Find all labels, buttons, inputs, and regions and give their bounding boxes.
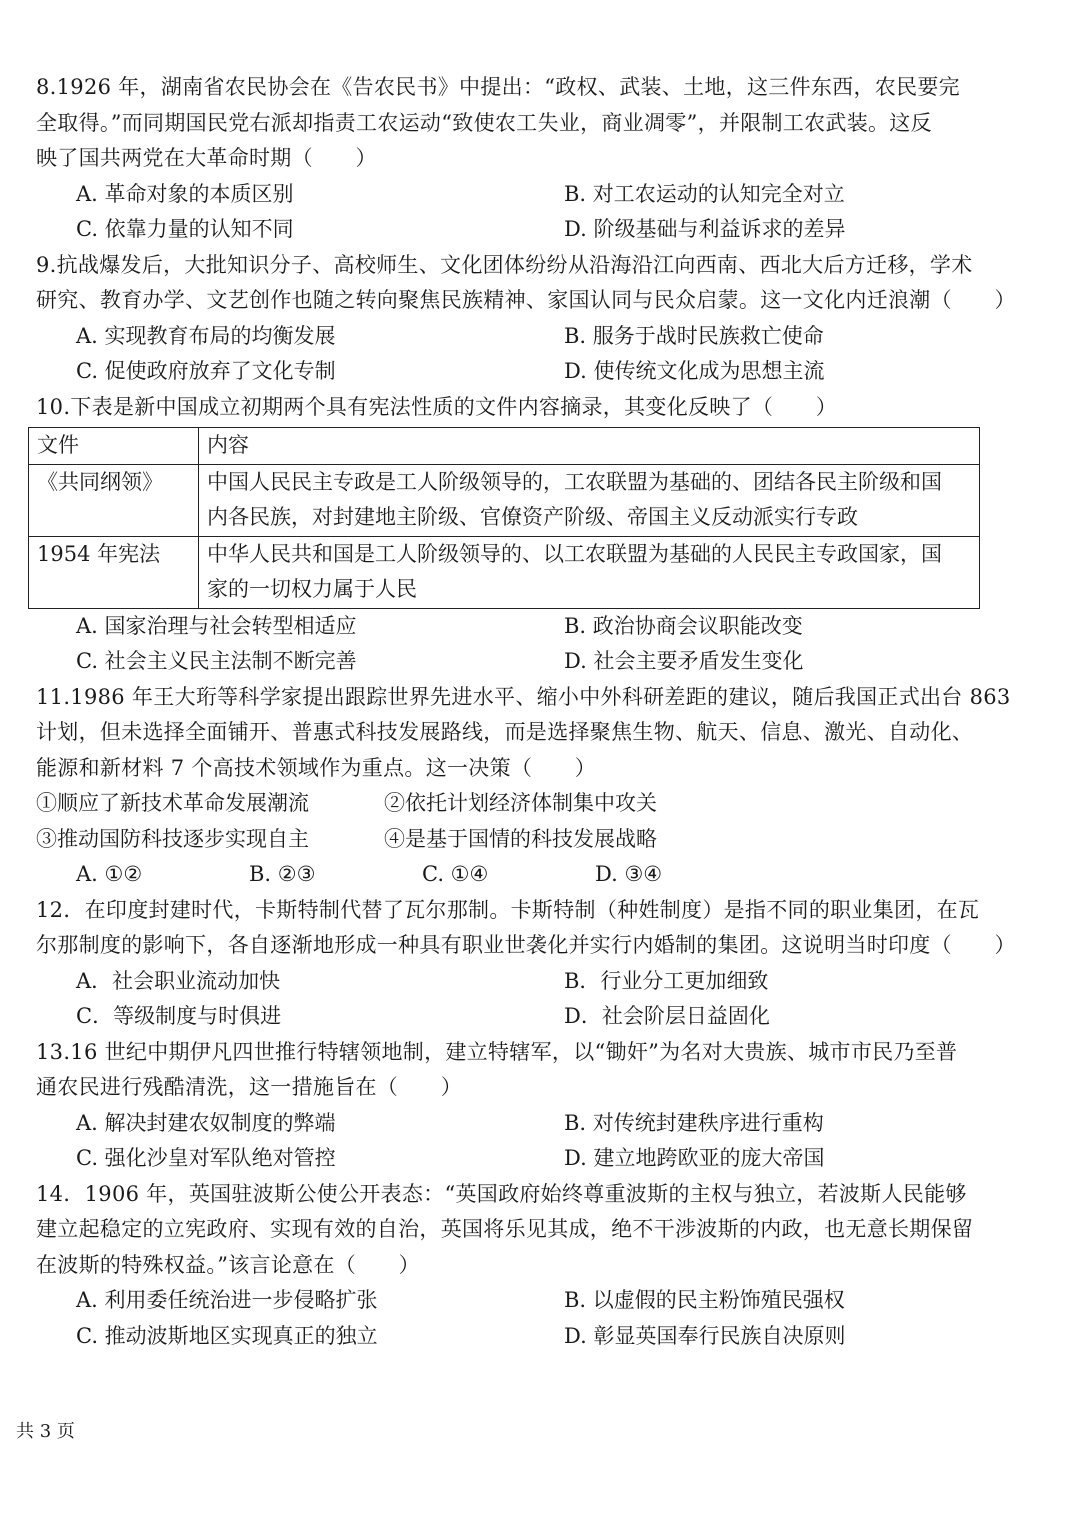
question-stem-line: 尔那制度的影响下，各自逐渐地形成一种具有职业世袭化并实行内婚制的集团。这说明当时印度（ ）	[36, 933, 1016, 957]
question-11	[36, 680, 1011, 893]
document-table	[28, 427, 980, 609]
option-b: B. ②③	[249, 862, 316, 886]
question-9	[36, 248, 1016, 390]
question-stem-line: 10.下表是新中国成立初期两个具有宪法性质的文件内容摘录，其变化反映了（ ）	[36, 394, 838, 419]
table-cell-document: 1954 年宪法	[29, 536, 199, 608]
table-cell-document: 《共同纲领》	[29, 464, 199, 536]
option-b: B. 服务于战时民族救亡使命	[564, 323, 824, 348]
option-b: B. 以虚假的民主粉饰殖民强权	[564, 1288, 845, 1312]
choice-item: ③推动国防科技逐步实现自主	[36, 826, 309, 851]
exam-page	[36, 70, 1016, 1354]
table-cell-line: 内各民族，对封建地主阶级、官僚资产阶级、帝国主义反动派实行专政	[207, 505, 858, 529]
option-d: D. 建立地跨欧亚的庞大帝国	[564, 1146, 825, 1170]
question-stem-line: 在波斯的特殊权益。”该言论意在（ ）	[36, 1252, 420, 1277]
question-14	[36, 1177, 988, 1355]
choice-item: ④是基于国情的科技发展战略	[384, 826, 657, 851]
question-stem-line: 11.1986 年王大珩等科学家提出跟踪世界先进水平、缩小中外科研差距的建议，随后我国正式出台 863	[36, 684, 1011, 709]
option-c: C. 社会主义民主法制不断完善	[76, 649, 357, 673]
option-d: D. 阶级基础与利益诉求的差异	[564, 217, 846, 241]
option-a: A. 国家治理与社会转型相适应	[76, 613, 357, 638]
table-row	[29, 536, 980, 608]
table-cell-line: 中国人民民主专政是工人阶级领导的，工农联盟为基础的、团结各民主阶级和国	[207, 469, 942, 494]
question-13	[36, 1035, 988, 1177]
question-stem-line: 能源和新材料 7 个高技术领域作为重点。这一决策（ ）	[36, 755, 597, 780]
option-a: A. 革命对象的本质区别	[76, 181, 294, 206]
option-d: D. 社会主要矛盾发生变化	[564, 649, 804, 673]
question-stem-line: 研究、教育办学、文艺创作也随之转向聚焦民族精神、家国认同与民众启蒙。这一文化内迁浪潮（ ）	[36, 288, 1016, 312]
table-cell-content	[199, 464, 980, 536]
question-stem-line: 9.抗战爆发后，大批知识分子、高校师生、文化团体纷纷从沿海沿江向西南、西北大后方迁移，学术	[36, 252, 973, 277]
option-a: A．社会职业流动加快	[76, 968, 281, 993]
table-header-cell: 内容	[199, 428, 980, 465]
choice-item: ①顺应了新技术革命发展潮流	[36, 791, 309, 815]
question-stem-line: 建立起稳定的立宪政府、实现有效的自治，英国将乐见其成，绝不干涉波斯的内政，也无意长期保留	[36, 1217, 974, 1241]
option-c: C. 促使政府放弃了文化专制	[76, 359, 336, 383]
option-d: D. ③④	[595, 862, 663, 886]
option-d: D. 彰显英国奉行民族自决原则	[564, 1323, 846, 1348]
question-stem-line: 8.1926 年，湖南省农民协会在《告农民书》中提出：“政权、武装、土地，这三件东西，农民要完	[36, 75, 960, 99]
table-row	[29, 464, 980, 536]
option-a: A. ①②	[76, 862, 143, 886]
question-10	[36, 390, 988, 680]
option-c: C. 强化沙皇对军队绝对管控	[76, 1146, 336, 1170]
table-cell-line: 中华人民共和国是工人阶级领导的、以工农联盟为基础的人民民主专政国家，国	[207, 541, 942, 566]
page-footer: 共 3 页	[16, 1421, 75, 1442]
option-c: C. ①④	[422, 862, 489, 886]
table-cell-content	[199, 536, 980, 608]
option-a: A. 解决封建农奴制度的弊端	[76, 1110, 336, 1135]
option-b: B. 对传统封建秩序进行重构	[564, 1110, 824, 1135]
table-header-row	[29, 428, 980, 465]
table-header-cell: 文件	[29, 428, 199, 465]
option-d: D．社会阶层日益固化	[564, 1004, 770, 1028]
option-c: C. 推动波斯地区实现真正的独立	[76, 1323, 378, 1348]
question-stem-line: 12．在印度封建时代，卡斯特制代替了瓦尔那制。卡斯特制（种姓制度）是指不同的职业集团，在瓦	[36, 897, 980, 922]
option-a: A. 利用委任统治进一步侵略扩张	[76, 1288, 378, 1312]
question-stem-line: 13.16 世纪中期伊凡四世推行特辖领地制，建立特辖军，以“锄奸”为名对大贵族、城市市民乃至普	[36, 1039, 958, 1064]
option-a: A. 实现教育布局的均衡发展	[76, 323, 336, 348]
question-stem-line: 全取得。”而同期国民党右派却指责工农运动“致使农工失业，商业凋零”，并限制工农武装。这反	[36, 110, 932, 135]
question-12	[36, 893, 1016, 1035]
option-b: B. 对工农运动的认知完全对立	[564, 181, 845, 206]
question-8	[36, 70, 988, 248]
question-stem-line: 映了国共两党在大革命时期（ ）	[36, 146, 377, 170]
option-b: B. 政治协商会议职能改变	[564, 613, 803, 638]
choice-item: ②依托计划经济体制集中攻关	[384, 791, 657, 815]
option-b: B．行业分工更加细致	[564, 968, 769, 993]
table-cell-line: 家的一切权力属于人民	[207, 577, 417, 601]
question-stem-line: 计划，但未选择全面铺开、普惠式科技发展路线，而是选择聚焦生物、航天、信息、激光、自动化、	[36, 720, 974, 744]
question-stem-line: 通农民进行残酷清洗，这一措施旨在（ ）	[36, 1075, 462, 1099]
option-d: D. 使传统文化成为思想主流	[564, 359, 825, 383]
option-c: C．等级制度与时俱进	[76, 1004, 282, 1028]
option-c: C. 依靠力量的认知不同	[76, 217, 294, 241]
question-stem-line: 14．1906 年，英国驻波斯公使公开表态：“英国政府始终尊重波斯的主权与独立，若波斯人民能够	[36, 1181, 967, 1206]
